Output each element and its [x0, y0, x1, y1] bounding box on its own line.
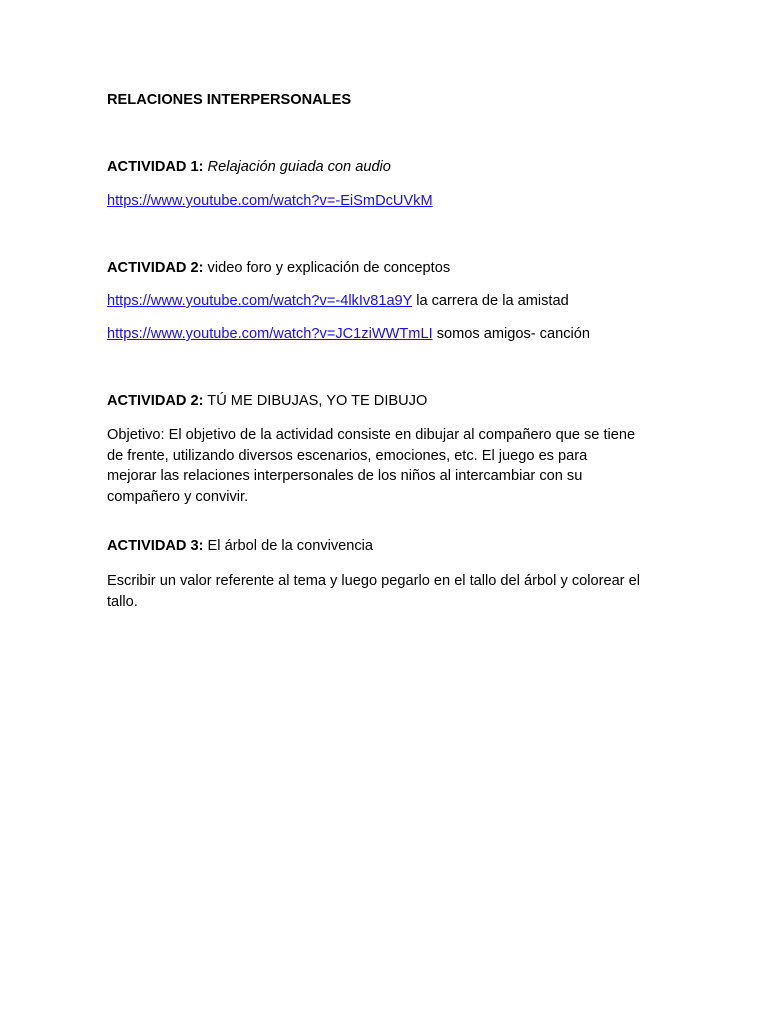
activity-1-label: ACTIVIDAD 1: — [107, 159, 204, 175]
activity-3-title: El árbol de la convivencia — [207, 538, 374, 554]
activity-1-title: Relajación guiada con audio — [207, 159, 391, 175]
activity-2a-link-line-2 — [107, 325, 590, 343]
activity-3-label: ACTIVIDAD 3: — [107, 538, 204, 554]
activity-2b-heading — [107, 392, 427, 410]
activity-2b-title: TÚ ME DIBUJAS, YO TE DIBUJO — [207, 393, 428, 409]
activity-2a-heading — [107, 259, 450, 277]
activity-2a-label: ACTIVIDAD 2: — [107, 260, 204, 276]
activity-1-video-link[interactable]: https://www.youtube.com/watch?v=-EiSmDcUVkM — [107, 193, 433, 209]
activity-2b-objective — [107, 425, 662, 508]
activity-2a-link-line-1 — [107, 292, 569, 310]
activity-2b-label: ACTIVIDAD 2: — [107, 393, 204, 409]
document-title: RELACIONES INTERPERSONALES — [107, 92, 352, 108]
objective-line: de frente, utilizando diversos escenarios, emociones, etc. El juego es para — [107, 447, 588, 464]
objective-line: compañero y convivir. — [107, 489, 249, 506]
activity-2a-video-link-1[interactable]: https://www.youtube.com/watch?v=-4lkIv81a9Y — [107, 293, 413, 309]
activity-2a-title: video foro y explicación de conceptos — [207, 260, 451, 276]
objective-line: mejorar las relaciones interpersonales de los niños al intercambiar con su — [107, 468, 583, 485]
activity-2a-link-2-desc: somos amigos- canción — [436, 326, 590, 342]
activity-1-link-line — [107, 192, 433, 210]
activity-2a-video-link-2[interactable]: https://www.youtube.com/watch?v=JC1ziWWTmLI — [107, 326, 433, 342]
description-line: tallo. — [107, 593, 138, 610]
activity-2a-link-1-desc: la carrera de la amistad — [416, 293, 569, 309]
objective-line: Objetivo: El objetivo de la actividad consiste en dibujar al compañero que se tiene — [107, 427, 636, 443]
activity-3-description — [107, 571, 662, 612]
activity-3-heading — [107, 537, 373, 555]
description-line: Escribir un valor referente al tema y luego pegarlo en el tallo del árbol y colorear el — [107, 573, 640, 589]
activity-1-heading — [107, 158, 391, 176]
